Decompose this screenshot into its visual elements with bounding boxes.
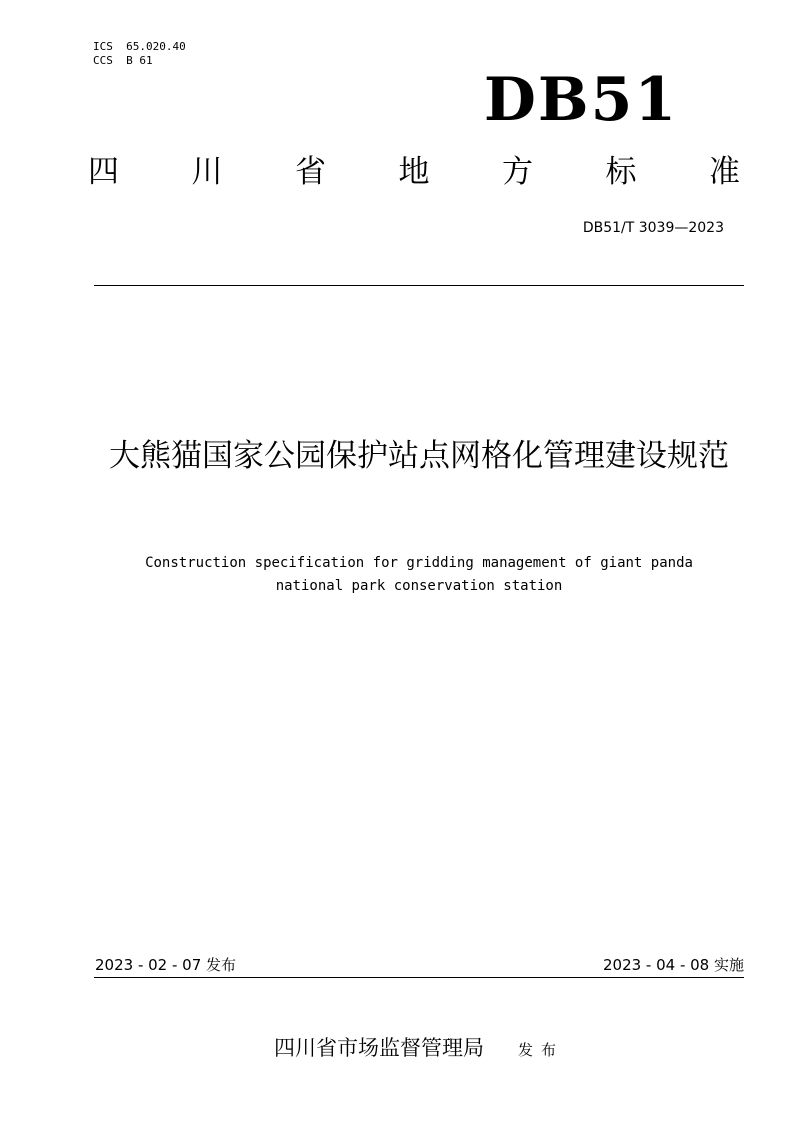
standard-type-char: 标 (605, 154, 637, 190)
standard-type-char: 省 (295, 154, 326, 190)
standard-type-char: 川 (191, 154, 223, 190)
issued-label: 发布 (517, 1041, 564, 1059)
standard-type-char: 四 (88, 154, 119, 190)
ics-code: ICS 65.020.40 (93, 40, 186, 53)
english-title-line: Construction specification for gridding management of giant panda (145, 555, 693, 571)
standard-type-heading (88, 152, 740, 192)
publish-date: 2023 - 02 - 07 发布 (95, 956, 237, 974)
issuer-name: 四川省市场监督管理局 (273, 1036, 484, 1060)
standard-type-char: 地 (398, 154, 430, 190)
top-divider (94, 285, 744, 286)
standard-number: DB51/T 3039—2023 (582, 220, 724, 236)
english-title-line: national park conservation station (275, 578, 563, 594)
bottom-divider (94, 977, 744, 978)
classification-codes (93, 40, 186, 68)
effective-date: 2023 - 04 - 08 实施 (602, 956, 744, 974)
db-logo: DB51 (483, 65, 679, 135)
standard-type-char: 准 (709, 154, 740, 190)
chinese-title: 大熊猫国家公园保护站点网格化管理建设规范 (109, 438, 729, 474)
issuer-line (94, 1034, 744, 1064)
english-title (94, 552, 744, 598)
standard-type-char: 方 (502, 154, 533, 190)
ccs-code: CCS B 61 (93, 54, 153, 67)
